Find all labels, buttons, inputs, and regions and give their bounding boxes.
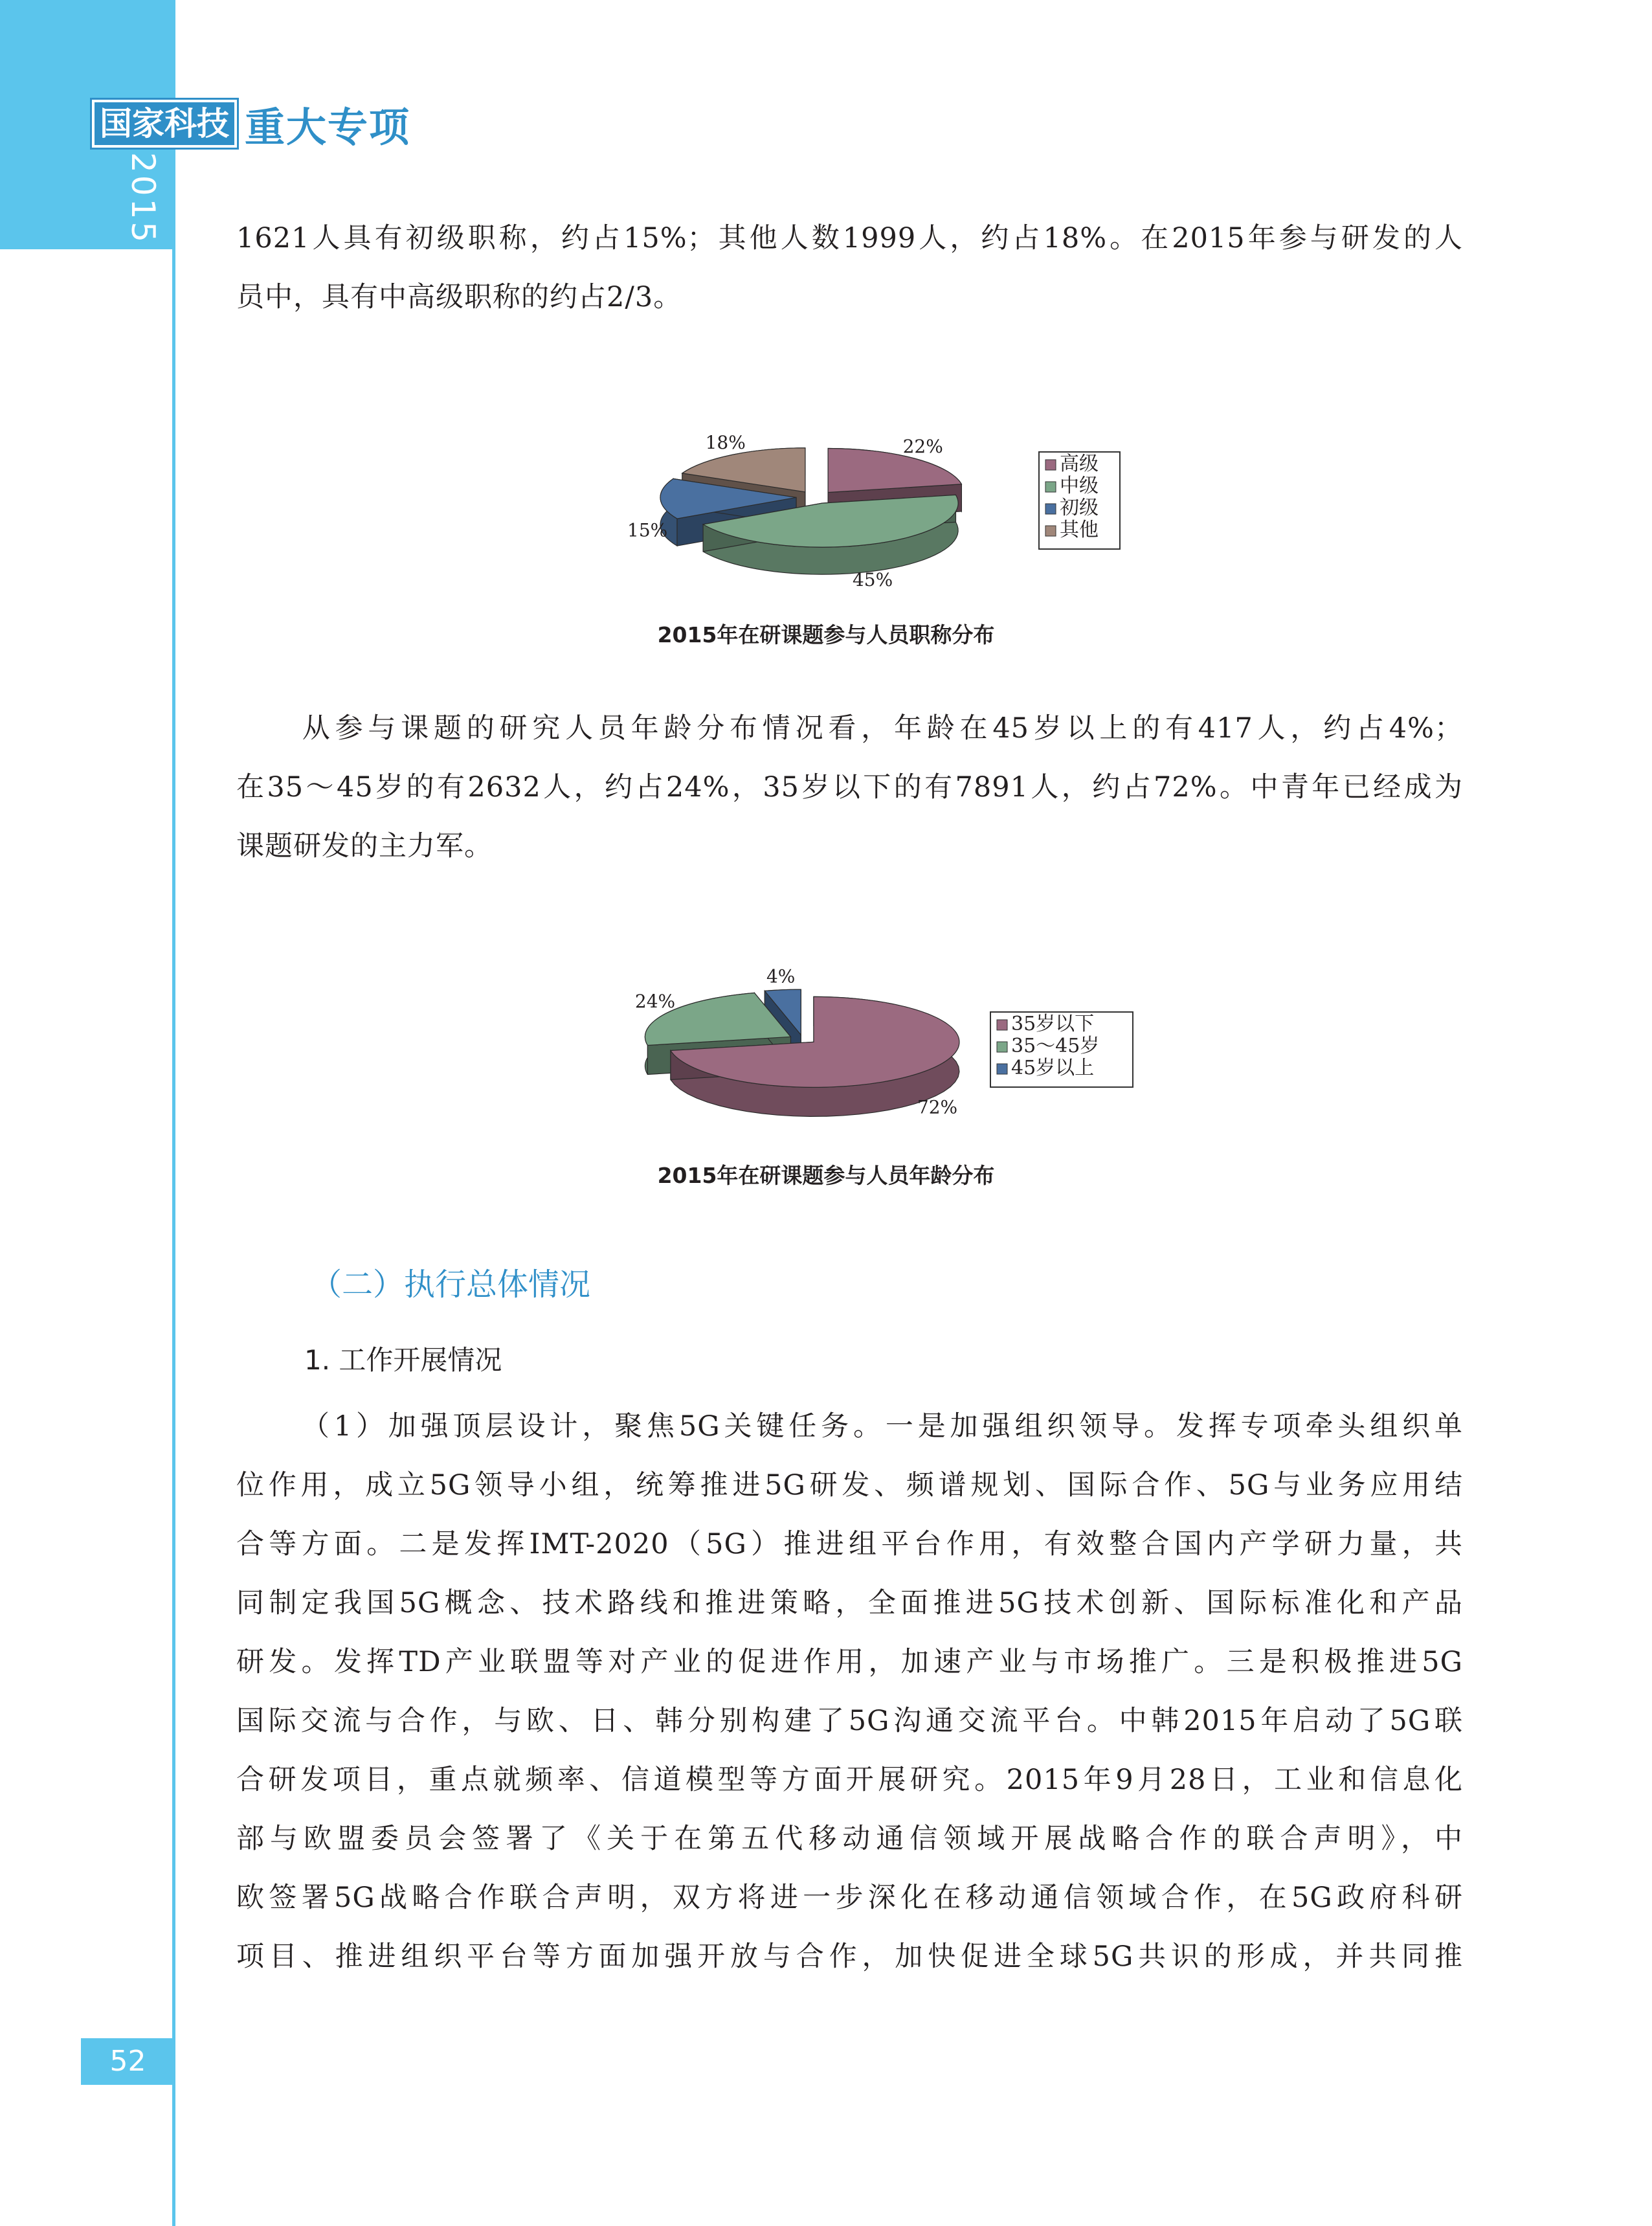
work-line-4: 同制定我国5G概念、技术路线和推进策略，全面推进5G技术创新、国际标准化和产品 <box>236 1587 1463 1619</box>
logo-box-text: 国家科技 <box>92 100 237 148</box>
work-line-8: 部与欧盟委员会签署了《关于在第五代移动通信领域开展战略合作的联合声明》，中 <box>236 1823 1463 1855</box>
work-line-7: 合研发项目，重点就频率、信道模型等方面开展研究。2015年9月28日，工业和信息化 <box>236 1764 1463 1796</box>
pie-value-label-1: 24% <box>634 990 676 1012</box>
section-title: （二）执行总体情况 <box>311 1266 591 1303</box>
pie-value-label-2: 4% <box>766 965 796 987</box>
age-line-1: 从参与课题的研究人员年龄分布情况看，年龄在45岁以上的有417人，约占4%； <box>298 712 1463 745</box>
sub-title: 1. 工作开展情况 <box>304 1344 502 1376</box>
work-line-5: 研发。发挥TD产业联盟等对产业的促进作用，加速产业与市场推广。三是积极推进5G <box>236 1646 1463 1678</box>
chart-1-caption: 2015年在研课题参与人员职称分布 <box>657 622 995 647</box>
legend-swatch-3 <box>1045 526 1056 536</box>
report-year-label: 2015 年度报告 <box>124 152 162 398</box>
legend-swatch-0 <box>1045 460 1056 470</box>
pie-value-label-0: 72% <box>917 1096 958 1118</box>
intro-line-2: 员中，具有中高级职称的约占2/3。 <box>236 281 682 313</box>
pie-value-label-0: 22% <box>902 436 943 458</box>
age-distribution-pie-chart <box>557 942 1139 1149</box>
intro-line-1: 1621人具有初级职称，约占15%；其他人数1999人，约占18%。在2015年参与研发的人 <box>236 222 1463 254</box>
legend-label-1: 35～45岁 <box>1011 1035 1100 1057</box>
legend-label-2: 初级 <box>1060 497 1099 519</box>
pie-value-label-3: 18% <box>705 431 746 453</box>
work-line-10: 项目、推进组织平台等方面加强开放与合作，加快促进全球5G共识的形成，并共同推 <box>236 1940 1463 1973</box>
legend-label-3: 其他 <box>1060 519 1099 541</box>
pie-value-label-1: 45% <box>852 569 893 591</box>
legend-label-0: 35岁以下 <box>1011 1013 1095 1035</box>
legend-label-2: 45岁以上 <box>1011 1057 1095 1079</box>
legend-label-1: 中级 <box>1060 475 1099 497</box>
legend-swatch-1 <box>997 1042 1007 1052</box>
title-distribution-pie-chart <box>557 401 1139 609</box>
legend-swatch-1 <box>1045 482 1056 492</box>
legend-swatch-2 <box>1045 504 1056 514</box>
header-logo <box>92 98 410 149</box>
logo-title-text: 重大专项 <box>245 103 411 151</box>
legend-swatch-0 <box>997 1020 1007 1030</box>
legend-swatch-2 <box>997 1064 1007 1074</box>
work-line-2: 位作用，成立5G领导小组，统筹推进5G研发、频谱规划、国际合作、5G与业务应用结 <box>236 1469 1463 1501</box>
page-number: 52 <box>81 2038 175 2085</box>
age-line-3: 课题研发的主力军。 <box>236 830 493 862</box>
work-line-9: 欧签署5G战略合作联合声明，双方将进一步深化在移动通信领域合作，在5G政府科研 <box>236 1882 1463 1914</box>
age-line-2: 在35～45岁的有2632人，约占24%，35岁以下的有7891人，约占72%。中青年已经成为 <box>236 771 1463 804</box>
work-line-1: （1）加强顶层设计，聚焦5G关键任务。一是加强组织领导。发挥专项牵头组织单 <box>298 1410 1463 1443</box>
pie-value-label-2: 15% <box>627 519 668 541</box>
work-line-3: 合等方面。二是发挥IMT-2020（5G）推进组平台作用，有效整合国内产学研力量，共 <box>236 1528 1463 1560</box>
legend-label-0: 高级 <box>1060 453 1099 475</box>
work-line-6: 国际交流与合作，与欧、日、韩分别构建了5G沟通交流平台。中韩2015年启动了5G联 <box>236 1705 1463 1737</box>
margin-rule <box>172 0 175 2226</box>
chart-2-caption: 2015年在研课题参与人员年龄分布 <box>657 1163 995 1188</box>
